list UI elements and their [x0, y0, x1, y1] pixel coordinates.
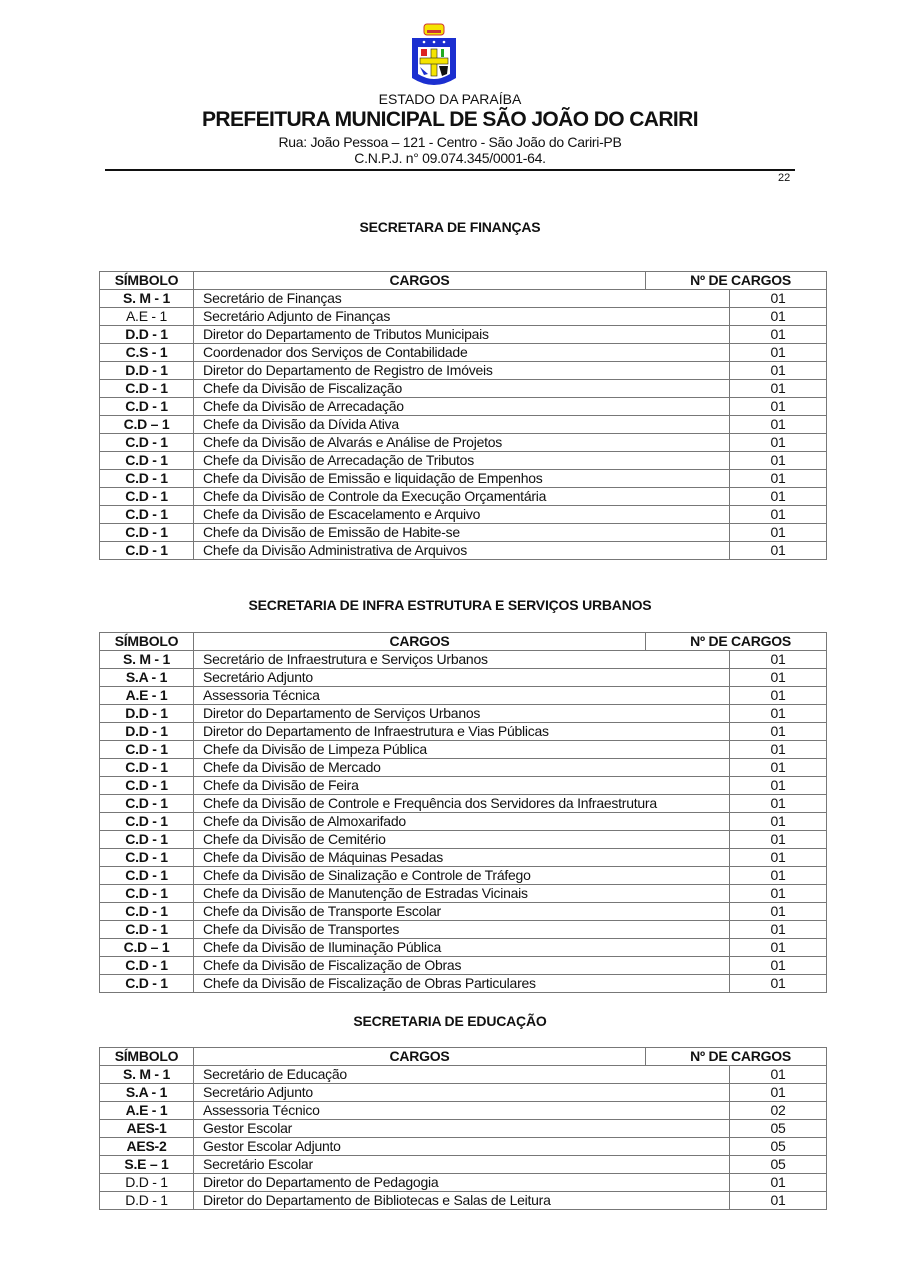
- cargo-cell: Assessoria Técnica: [194, 687, 730, 705]
- cargo-cell: Chefe da Divisão de Controle da Execução Orçamentária: [194, 488, 730, 506]
- municipal-coat-of-arms-icon: [410, 22, 458, 90]
- symbol-cell: S.E – 1: [100, 1156, 194, 1174]
- city-hall-title: PREFEITURA MUNICIPAL DE SÃO JOÃO DO CARIRI: [202, 108, 698, 131]
- count-cell: 01: [730, 416, 827, 434]
- cargo-cell: Gestor Escolar Adjunto: [194, 1138, 730, 1156]
- column-header-symbol: SÍMBOLO: [100, 1048, 194, 1066]
- cargo-cell: Chefe da Divisão de Manutenção de Estradas Vicinais: [194, 885, 730, 903]
- column-header-cargos: CARGOS: [194, 633, 646, 651]
- symbol-cell: C.D - 1: [100, 524, 194, 542]
- count-cell: 01: [730, 939, 827, 957]
- table-financas: [99, 271, 827, 560]
- table-row: [100, 741, 827, 759]
- column-header-cargos: CARGOS: [194, 272, 646, 290]
- table-row: [100, 957, 827, 975]
- symbol-cell: C.D - 1: [100, 759, 194, 777]
- count-cell: 01: [730, 777, 827, 795]
- count-cell: 01: [730, 362, 827, 380]
- cargo-cell: Secretário Adjunto: [194, 1084, 730, 1102]
- cargo-cell: Chefe da Divisão Administrativa de Arquivos: [194, 542, 730, 560]
- table-row: [100, 1156, 827, 1174]
- symbol-cell: C.D - 1: [100, 506, 194, 524]
- symbol-cell: AES-1: [100, 1120, 194, 1138]
- symbol-cell: C.D - 1: [100, 434, 194, 452]
- count-cell: 01: [730, 885, 827, 903]
- symbol-cell: C.D - 1: [100, 831, 194, 849]
- symbol-cell: C.D - 1: [100, 903, 194, 921]
- cargo-cell: Chefe da Divisão de Feira: [194, 777, 730, 795]
- symbol-cell: AES-2: [100, 1138, 194, 1156]
- count-cell: 02: [730, 1102, 827, 1120]
- symbol-cell: C.D - 1: [100, 813, 194, 831]
- count-cell: 01: [730, 506, 827, 524]
- cargo-cell: Chefe da Divisão de Máquinas Pesadas: [194, 849, 730, 867]
- count-cell: 01: [730, 687, 827, 705]
- cargo-cell: Chefe da Divisão de Sinalização e Controle de Tráfego: [194, 867, 730, 885]
- symbol-cell: C.D - 1: [100, 741, 194, 759]
- cargo-cell: Diretor do Departamento de Serviços Urbanos: [194, 705, 730, 723]
- count-cell: 01: [730, 1192, 827, 1210]
- table-row: [100, 308, 827, 326]
- table-header-row: [100, 272, 827, 290]
- count-cell: 01: [730, 759, 827, 777]
- symbol-cell: D.D - 1: [100, 705, 194, 723]
- symbol-cell: C.D - 1: [100, 885, 194, 903]
- table-row: [100, 903, 827, 921]
- cargo-cell: Chefe da Divisão de Alvarás e Análise de Projetos: [194, 434, 730, 452]
- cargo-cell: Secretário Escolar: [194, 1156, 730, 1174]
- count-cell: 01: [730, 1066, 827, 1084]
- cargo-cell: Chefe da Divisão de Arrecadação: [194, 398, 730, 416]
- symbol-cell: D.D - 1: [100, 362, 194, 380]
- count-cell: 01: [730, 434, 827, 452]
- table-row: [100, 380, 827, 398]
- symbol-cell: C.D - 1: [100, 777, 194, 795]
- cargo-cell: Chefe da Divisão de Mercado: [194, 759, 730, 777]
- symbol-cell: S.A - 1: [100, 1084, 194, 1102]
- cargo-cell: Diretor do Departamento de Bibliotecas e Salas de Leitura: [194, 1192, 730, 1210]
- symbol-cell: D.D - 1: [100, 1192, 194, 1210]
- count-cell: 01: [730, 975, 827, 993]
- count-cell: 01: [730, 380, 827, 398]
- cargo-cell: Assessoria Técnico: [194, 1102, 730, 1120]
- symbol-cell: C.D - 1: [100, 795, 194, 813]
- table-row: [100, 921, 827, 939]
- count-cell: 05: [730, 1120, 827, 1138]
- table-row: [100, 705, 827, 723]
- column-header-symbol: SÍMBOLO: [100, 272, 194, 290]
- table-row: [100, 849, 827, 867]
- page-number: 22: [778, 172, 791, 184]
- count-cell: 01: [730, 903, 827, 921]
- symbol-cell: D.D - 1: [100, 326, 194, 344]
- cargo-cell: Secretário de Educação: [194, 1066, 730, 1084]
- count-cell: 01: [730, 669, 827, 687]
- table-row: [100, 831, 827, 849]
- count-cell: 01: [730, 290, 827, 308]
- count-cell: 01: [730, 921, 827, 939]
- count-cell: 01: [730, 1174, 827, 1192]
- count-cell: 01: [730, 831, 827, 849]
- table-row: [100, 669, 827, 687]
- symbol-cell: S. M - 1: [100, 651, 194, 669]
- section-title-infraestrutura: SECRETARIA DE INFRA ESTRUTURA E SERVIÇOS URBANOS: [248, 597, 652, 613]
- table-row: [100, 344, 827, 362]
- table-row: [100, 1066, 827, 1084]
- symbol-cell: C.D - 1: [100, 470, 194, 488]
- cargo-cell: Chefe da Divisão de Emissão de Habite-se: [194, 524, 730, 542]
- cargo-cell: Chefe da Divisão de Transportes: [194, 921, 730, 939]
- cargo-cell: Chefe da Divisão de Escacelamento e Arquivo: [194, 506, 730, 524]
- count-cell: 01: [730, 1084, 827, 1102]
- table-row: [100, 542, 827, 560]
- cargo-cell: Chefe da Divisão de Almoxarifado: [194, 813, 730, 831]
- symbol-cell: C.D - 1: [100, 542, 194, 560]
- count-cell: 01: [730, 452, 827, 470]
- count-cell: 01: [730, 344, 827, 362]
- table-educacao: [99, 1047, 827, 1210]
- address: Rua: João Pessoa – 121 - Centro - São João do Cariri-PB: [278, 134, 622, 150]
- count-cell: 01: [730, 308, 827, 326]
- table-row: [100, 1120, 827, 1138]
- table-row: [100, 687, 827, 705]
- count-cell: 05: [730, 1138, 827, 1156]
- table-row: [100, 1192, 827, 1210]
- table-row: [100, 470, 827, 488]
- table-header-row: [100, 633, 827, 651]
- column-header-count: Nº DE CARGOS: [646, 272, 827, 290]
- table-row: [100, 362, 827, 380]
- table-header-row: [100, 1048, 827, 1066]
- table-row: [100, 506, 827, 524]
- symbol-cell: C.D – 1: [100, 939, 194, 957]
- count-cell: 01: [730, 849, 827, 867]
- cargo-cell: Chefe da Divisão de Transporte Escolar: [194, 903, 730, 921]
- symbol-cell: D.D - 1: [100, 1174, 194, 1192]
- cargo-cell: Chefe da Divisão de Controle e Frequência dos Servidores da Infraestrutura: [194, 795, 730, 813]
- cargo-cell: Diretor do Departamento de Pedagogia: [194, 1174, 730, 1192]
- symbol-cell: C.D - 1: [100, 488, 194, 506]
- count-cell: 01: [730, 957, 827, 975]
- cargo-cell: Chefe da Divisão de Fiscalização de Obras Particulares: [194, 975, 730, 993]
- cargo-cell: Chefe da Divisão de Cemitério: [194, 831, 730, 849]
- count-cell: 01: [730, 795, 827, 813]
- cargo-cell: Secretário Adjunto de Finanças: [194, 308, 730, 326]
- cargo-cell: Chefe da Divisão de Iluminação Pública: [194, 939, 730, 957]
- table-row: [100, 488, 827, 506]
- table-row: [100, 434, 827, 452]
- symbol-cell: C.D - 1: [100, 921, 194, 939]
- count-cell: 01: [730, 398, 827, 416]
- symbol-cell: C.D - 1: [100, 452, 194, 470]
- symbol-cell: A.E - 1: [100, 687, 194, 705]
- cargo-cell: Chefe da Divisão de Arrecadação de Tributos: [194, 452, 730, 470]
- count-cell: 01: [730, 813, 827, 831]
- section-title-educacao: SECRETARIA DE EDUCAÇÃO: [353, 1013, 547, 1029]
- cargo-cell: Chefe da Divisão de Fiscalização de Obras: [194, 957, 730, 975]
- symbol-cell: A.E - 1: [100, 1102, 194, 1120]
- table-row: [100, 777, 827, 795]
- count-cell: 01: [730, 651, 827, 669]
- count-cell: 01: [730, 723, 827, 741]
- cnpj: C.N.P.J. n° 09.074.345/0001-64.: [354, 150, 546, 166]
- table-row: [100, 452, 827, 470]
- count-cell: 01: [730, 741, 827, 759]
- count-cell: 01: [730, 488, 827, 506]
- column-header-count: Nº DE CARGOS: [646, 1048, 827, 1066]
- table-infraestrutura: [99, 632, 827, 993]
- table-row: [100, 1174, 827, 1192]
- column-header-count: Nº DE CARGOS: [646, 633, 827, 651]
- symbol-cell: C.D – 1: [100, 416, 194, 434]
- symbol-cell: C.D - 1: [100, 398, 194, 416]
- table-row: [100, 326, 827, 344]
- table-row: [100, 723, 827, 741]
- table-row: [100, 813, 827, 831]
- table-row: [100, 416, 827, 434]
- count-cell: 01: [730, 705, 827, 723]
- table-row: [100, 939, 827, 957]
- symbol-cell: C.D - 1: [100, 849, 194, 867]
- cargo-cell: Gestor Escolar: [194, 1120, 730, 1138]
- cargo-cell: Chefe da Divisão da Dívida Ativa: [194, 416, 730, 434]
- table-row: [100, 524, 827, 542]
- symbol-cell: A.E - 1: [100, 308, 194, 326]
- table-row: [100, 398, 827, 416]
- table-row: [100, 1138, 827, 1156]
- cargo-cell: Chefe da Divisão de Fiscalização: [194, 380, 730, 398]
- symbol-cell: S. M - 1: [100, 290, 194, 308]
- cargo-cell: Secretário Adjunto: [194, 669, 730, 687]
- table-row: [100, 651, 827, 669]
- symbol-cell: C.D - 1: [100, 380, 194, 398]
- table-row: [100, 1102, 827, 1120]
- count-cell: 01: [730, 542, 827, 560]
- column-header-symbol: SÍMBOLO: [100, 633, 194, 651]
- count-cell: 01: [730, 867, 827, 885]
- symbol-cell: S.A - 1: [100, 669, 194, 687]
- symbol-cell: C.D - 1: [100, 867, 194, 885]
- cargo-cell: Diretor do Departamento de Tributos Municipais: [194, 326, 730, 344]
- cargo-cell: Diretor do Departamento de Infraestrutura e Vias Públicas: [194, 723, 730, 741]
- symbol-cell: C.D - 1: [100, 957, 194, 975]
- symbol-cell: C.S - 1: [100, 344, 194, 362]
- table-row: [100, 975, 827, 993]
- table-row: [100, 885, 827, 903]
- table-row: [100, 290, 827, 308]
- table-row: [100, 1084, 827, 1102]
- count-cell: 01: [730, 326, 827, 344]
- cargo-cell: Coordenador dos Serviços de Contabilidade: [194, 344, 730, 362]
- cargo-cell: Chefe da Divisão de Emissão e liquidação de Empenhos: [194, 470, 730, 488]
- symbol-cell: D.D - 1: [100, 723, 194, 741]
- symbol-cell: S. M - 1: [100, 1066, 194, 1084]
- cargo-cell: Secretário de Finanças: [194, 290, 730, 308]
- cargo-cell: Secretário de Infraestrutura e Serviços Urbanos: [194, 651, 730, 669]
- cargo-cell: Chefe da Divisão de Limpeza Pública: [194, 741, 730, 759]
- column-header-cargos: CARGOS: [194, 1048, 646, 1066]
- section-title-financas: SECRETARA DE FINANÇAS: [359, 219, 541, 235]
- header-divider: [105, 169, 795, 171]
- table-row: [100, 867, 827, 885]
- table-row: [100, 759, 827, 777]
- count-cell: 05: [730, 1156, 827, 1174]
- table-row: [100, 795, 827, 813]
- symbol-cell: C.D - 1: [100, 975, 194, 993]
- cargo-cell: Diretor do Departamento de Registro de Imóveis: [194, 362, 730, 380]
- state-name: ESTADO DA PARAÍBA: [378, 91, 522, 107]
- count-cell: 01: [730, 470, 827, 488]
- count-cell: 01: [730, 524, 827, 542]
